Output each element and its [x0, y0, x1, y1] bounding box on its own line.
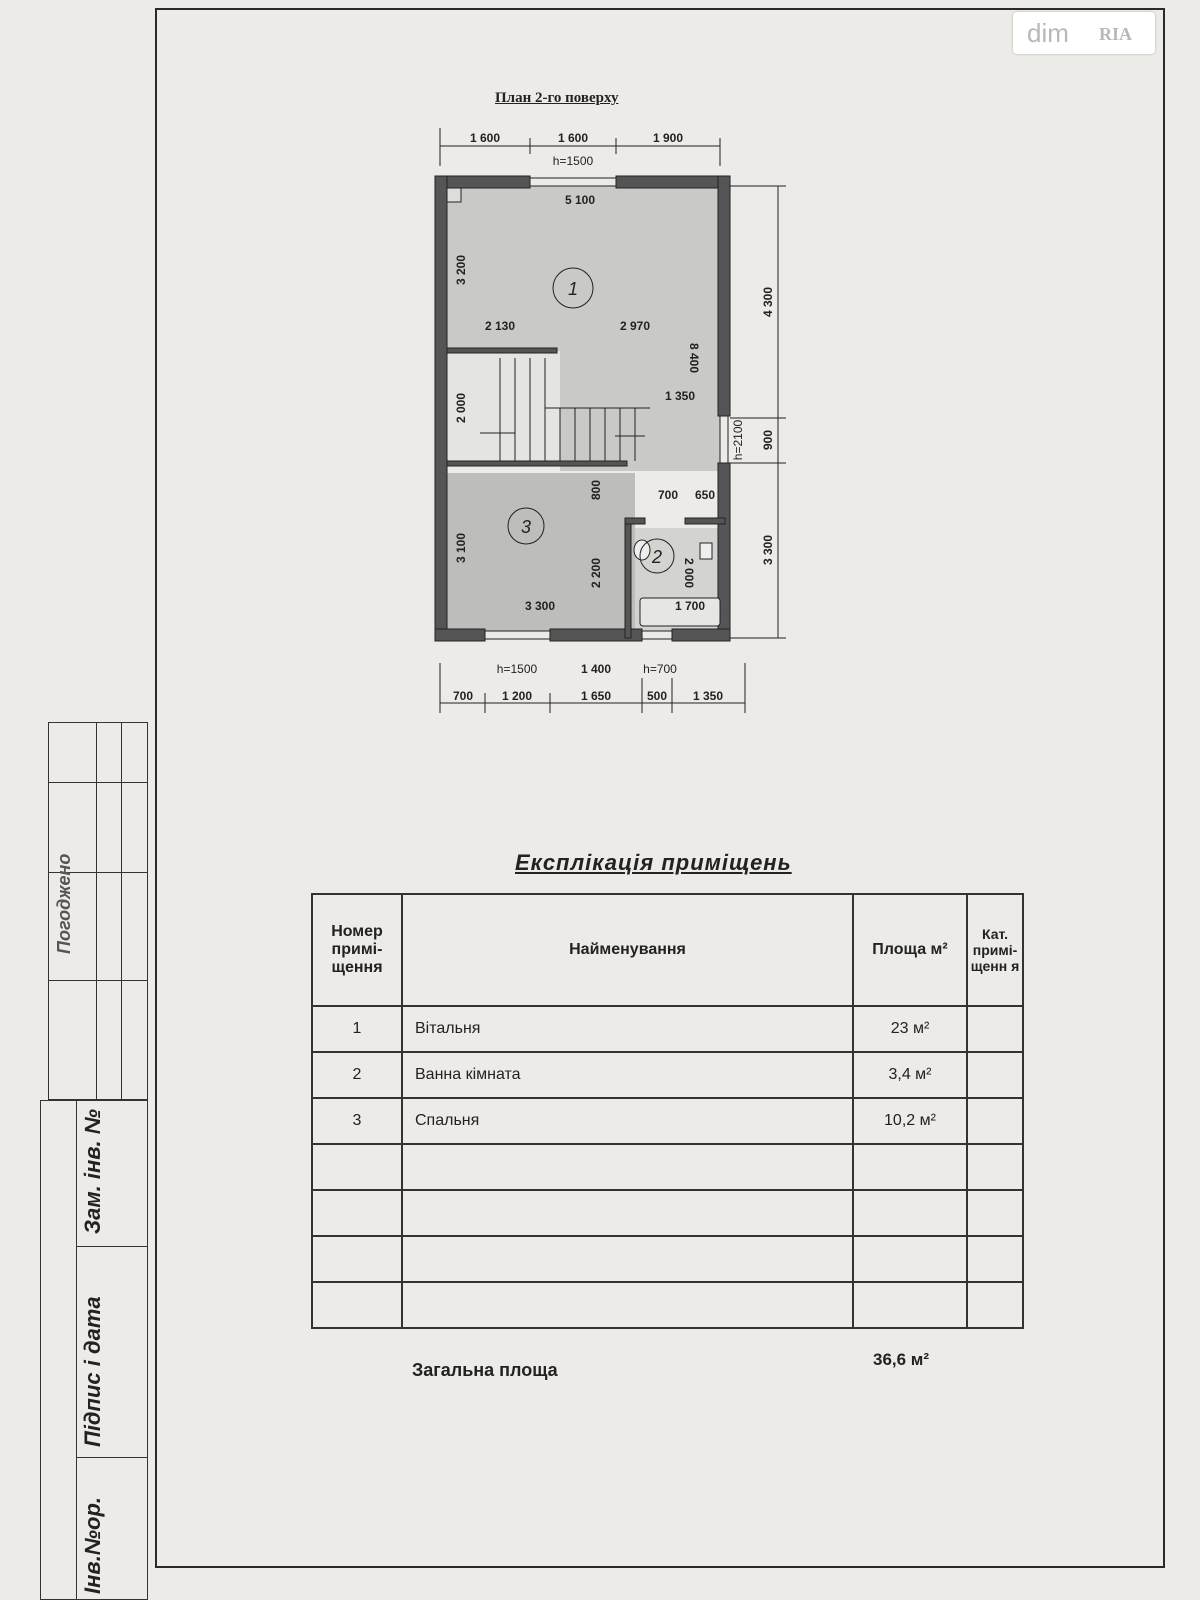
wall-left — [435, 176, 447, 641]
room-2-label: 2 — [651, 547, 663, 567]
table-row — [312, 1052, 1023, 1098]
wall-bath — [625, 518, 631, 638]
stamp-line — [48, 980, 148, 981]
dim-5100: 5 100 — [564, 193, 596, 207]
dim-700: 700 — [657, 488, 679, 502]
row-cat — [967, 1190, 1023, 1236]
stamp-approved-label: Погоджено — [54, 853, 74, 954]
dim-bottom-2: 1 200 — [501, 689, 533, 703]
row-num — [312, 1190, 402, 1236]
dim-right-4300: 4 300 — [761, 286, 775, 318]
dim-2200: 2 200 — [589, 557, 603, 589]
row-cat — [967, 1006, 1023, 1052]
header-cat: Кат. примі- щенн я — [967, 894, 1023, 1006]
window-top-label: h=1500 — [552, 154, 594, 168]
stamp-sign-date-label: Підпис і дата — [80, 1296, 105, 1447]
stamp-inv-orig-label: Інв.№ор. — [80, 1496, 105, 1594]
row-cat — [967, 1098, 1023, 1144]
wall-bath-top — [625, 518, 645, 524]
row-cat — [967, 1144, 1023, 1190]
dim-1700: 1 700 — [674, 599, 706, 613]
stamp-strip — [40, 722, 152, 1600]
header-area: Площа м² — [853, 894, 967, 1006]
floor-plan-drawing — [420, 118, 800, 718]
row-area — [853, 1144, 967, 1190]
window-bottom-2-label: h=700 — [643, 662, 677, 676]
dim-bottom-5: 1 350 — [692, 689, 724, 703]
row-name — [402, 1282, 853, 1328]
row-cat — [967, 1236, 1023, 1282]
row-name — [402, 1144, 853, 1190]
room-3-label: 3 — [520, 517, 532, 537]
row-name: Спальня — [402, 1098, 853, 1144]
row-cat — [967, 1052, 1023, 1098]
row-name: Вітальня — [402, 1006, 853, 1052]
wall-bath-top-2 — [685, 518, 725, 524]
row-area — [853, 1282, 967, 1328]
wall-top-left — [435, 176, 530, 188]
row-name — [402, 1190, 853, 1236]
dim-bottom-1: 700 — [452, 689, 474, 703]
row-name — [402, 1236, 853, 1282]
stamp-inv-no-label: Зам. інв. № — [80, 1109, 105, 1234]
logo-ria-text: RIA — [1099, 24, 1133, 44]
dim-2000: 2 000 — [454, 392, 468, 424]
window-bottom-1 — [485, 631, 550, 639]
window-top — [530, 178, 616, 186]
explication-title: Експлікація приміщень — [515, 850, 792, 875]
stamp-approval-col — [96, 722, 122, 1100]
row-num: 1 — [312, 1006, 402, 1052]
table-row — [312, 1006, 1023, 1052]
table-row — [312, 1190, 1023, 1236]
window-bottom-gap-label: 1 400 — [580, 662, 612, 676]
wall-right-upper — [718, 176, 730, 416]
dim-bottom-4: 500 — [646, 689, 668, 703]
total-area-value: 36,6 м² — [873, 1350, 930, 1369]
window-bottom-2 — [642, 631, 672, 639]
dim-800: 800 — [589, 479, 603, 501]
dim-1350: 1 350 — [664, 389, 696, 403]
stamp-line — [76, 1100, 77, 1600]
row-area — [853, 1236, 967, 1282]
wall-bottom-1 — [435, 629, 485, 641]
table-row — [312, 1236, 1023, 1282]
window-bottom-1-label: h=1500 — [496, 662, 538, 676]
logo-dim-text: dim — [1027, 18, 1069, 48]
wall-bottom-3 — [672, 629, 730, 641]
table-header-row — [312, 894, 1023, 1006]
wall-stair — [447, 348, 557, 353]
window-right — [720, 416, 728, 463]
dim-top-2: 1 600 — [557, 131, 589, 145]
dim-650: 650 — [694, 488, 716, 502]
dim-3200: 3 200 — [454, 254, 468, 286]
explication-table — [311, 893, 1024, 1329]
dim-2130: 2 130 — [484, 319, 516, 333]
dim-3300-inner: 3 300 — [524, 599, 556, 613]
wall-bedroom-top — [447, 461, 627, 466]
row-area — [853, 1190, 967, 1236]
stamp-line — [76, 1246, 148, 1247]
row-name: Ванна кімната — [402, 1052, 853, 1098]
row-num — [312, 1282, 402, 1328]
table-row — [312, 1098, 1023, 1144]
stamp-line — [48, 782, 148, 783]
dim-right-900: 900 — [761, 429, 775, 451]
plan-title: План 2-го поверху — [495, 90, 619, 106]
row-area: 10,2 м² — [853, 1098, 967, 1144]
dim-top-1: 1 600 — [469, 131, 501, 145]
dim-top-3: 1 900 — [652, 131, 684, 145]
row-num: 2 — [312, 1052, 402, 1098]
dim-right-3300: 3 300 — [761, 534, 775, 566]
row-num — [312, 1144, 402, 1190]
dim-2000-bath: 2 000 — [682, 557, 696, 589]
table-row — [312, 1282, 1023, 1328]
row-num: 3 — [312, 1098, 402, 1144]
total-area-label: Загальна площа — [412, 1360, 558, 1380]
dim-2970: 2 970 — [619, 319, 651, 333]
dim-8400: 8 400 — [687, 342, 701, 374]
room-1-label: 1 — [567, 279, 579, 299]
toilet-icon — [700, 543, 712, 559]
header-num: Номер примі- щення — [312, 894, 402, 1006]
row-cat — [967, 1282, 1023, 1328]
row-area: 23 м² — [853, 1006, 967, 1052]
header-name: Найменування — [402, 894, 853, 1006]
stamp-line — [76, 1457, 148, 1458]
row-area: 3,4 м² — [853, 1052, 967, 1098]
sink-icon — [634, 540, 650, 560]
dim-bottom-3: 1 650 — [580, 689, 612, 703]
row-num — [312, 1236, 402, 1282]
wall-top-right — [616, 176, 730, 188]
window-right-label: h=2100 — [731, 419, 745, 461]
ventilation-icon — [447, 188, 461, 202]
dim-3100: 3 100 — [454, 532, 468, 564]
table-row — [312, 1144, 1023, 1190]
